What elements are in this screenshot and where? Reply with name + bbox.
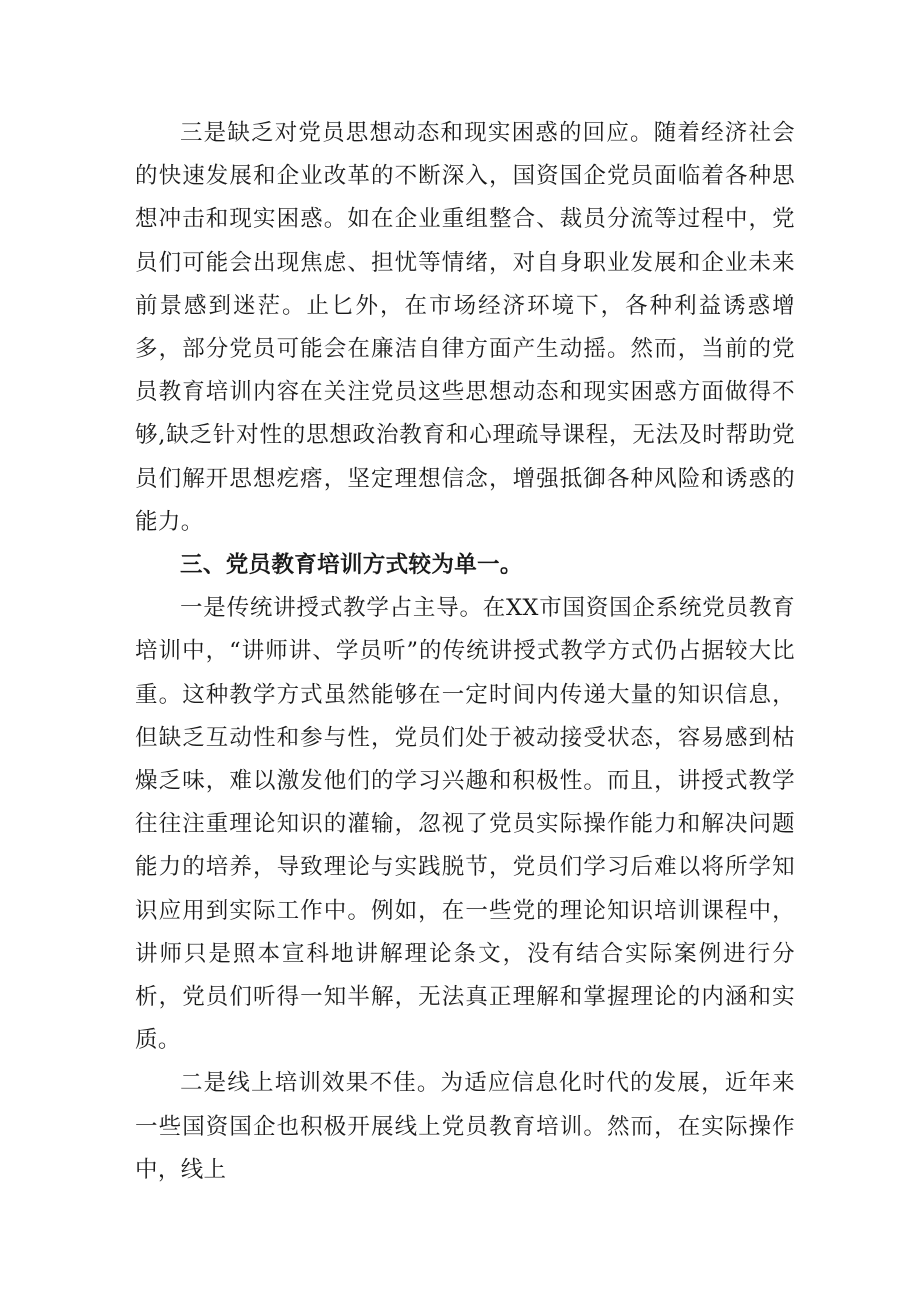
paragraph-thoughts-response: 三是缺乏对党员思想动态和现实困惑的回应。随着经济社会的快速发展和企业改革的不断深入，国资国企党员面临着各种思想冲击和现实困惑。如在企业重组整合、裁员分流等过程中，党员们可能会出现焦虑、担忧等情绪，对自身职业发展和企业未来前景感到迷茫。止匕外，在市场经济环境下，各种利益诱惑增多，部分党员可能会在廉洁自律方面产生动摇。然而，当前的党员教育培训内容在关注党员这些思想动态和现实困惑方面做得不够,缺乏针对性的思想政治教育和心理疏导课程，无法及时帮助党员们解开思想疙瘩，坚定理想信念，增强抵御各种风险和诱惑的能力。	[135, 120, 795, 535]
section-heading-training-methods: 三、党员教育培训方式较为单一。	[180, 552, 523, 579]
document-body	[135, 112, 795, 1192]
paragraph-online-training: 二是线上培训效果不佳。为适应信息化时代的发展，近年来一些国资国企也积极开展线上党员教育培训。然而，在实际操作中，线上	[135, 1070, 795, 1183]
paragraph-lecture-teaching: 一是传统讲授式教学占主导。在XX市国资国企系统党员教育培训中，“讲师讲、学员听”的传统讲授式教学方式仍占据较大比重。这种教学方式虽然能够在一定时间内传递大量的知识信息，但缺乏互动性和参与性，党员们处于被动接受状态，容易感到枯燥乏味，难以激发他们的学习兴趣和积极性。而且，讲授式教学往往注重理论知识的灌输，忽视了党员实际操作能力和解决问题能力的培养，导致理论与实践脱节，党员们学习后难以将所学知识应用到实际工作中。例如，在一些党的理论知识培训课程中，讲师只是照本宣科地讲解理论条文，没有结合实际案例进行分析，党员们听得一知半解，无法真正理解和掌握理论的内涵和实质。	[135, 595, 795, 1054]
